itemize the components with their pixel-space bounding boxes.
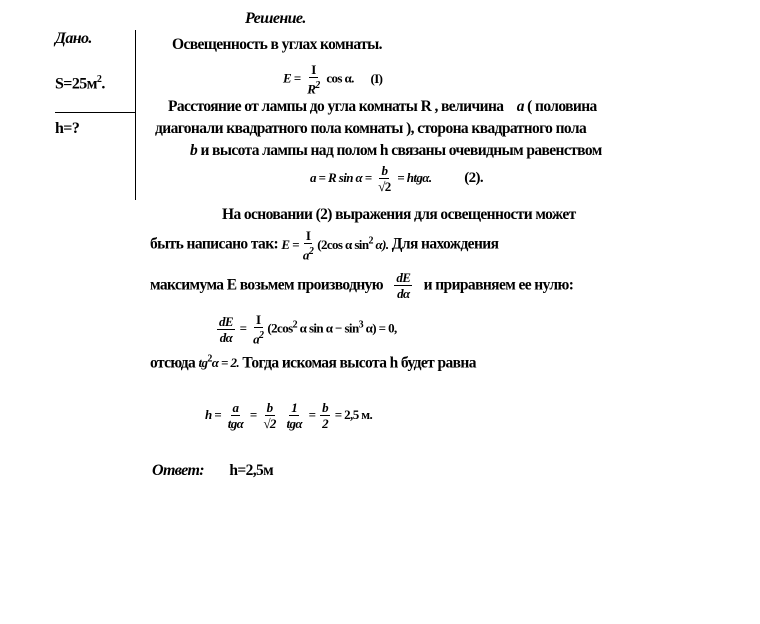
formula-5: $\frac{dE}{d\alpha}$ = $\frac{I}{a^2}$ ($2\cos^2$ α $\sin \alpha - \sin^3 \alpha) = 0$, (219, 312, 397, 347)
area-end: . (101, 75, 105, 93)
f1-rest: cos α. (326, 70, 354, 86)
line-7: максимума E возьмем производную $\frac{dE}{d\alpha}$ и приравняем ее нулю: (150, 270, 574, 301)
area-value: S=25м (55, 75, 97, 93)
f1-den: $R^2$ (307, 80, 320, 97)
answer-value: h=2,5м (229, 462, 274, 479)
f1-num: I (311, 62, 316, 77)
f1-label: (I) (370, 70, 383, 86)
given-unknown: h=? (55, 120, 80, 137)
area-exp: 2 (96, 74, 102, 85)
line-2: Расстояние от лампы до угла комнаты R , величина a ( половина (168, 98, 597, 115)
given-divider (55, 112, 135, 113)
line-5: На основании (2) выражения для освещенности может (222, 206, 576, 223)
answer-label: Ответ: (152, 462, 205, 479)
line-8: отсюда $tg^2\alpha = 2$. Тогда искомая высота h будет равна (150, 354, 476, 372)
given-area (55, 74, 105, 93)
formula-2: a = R sin α = $\frac{b}{√2}$ = htgα. (2). (310, 163, 484, 194)
formula-7: h = $\frac{a}{\text{tgα}}$ = $\frac{b}{√2}$ $\frac{1}{\text{tgα}}$ = $\frac{b}{2}$ = 2,5 м. (205, 400, 373, 431)
line-6: быть написано так: E = $\frac{I}{a^2}$ (2cos α $\sin^2 \alpha$). Для нахождения (150, 228, 499, 263)
line-1: Освещенность в углах комнаты. (172, 36, 382, 53)
solution-title: Решение. (245, 10, 306, 27)
line-4: b и высота лампы над полом h связаны очевидным равенством (190, 142, 602, 159)
f1-fraction (305, 62, 321, 97)
given-separator (135, 30, 136, 200)
formula-1 (283, 62, 382, 97)
line-3: диагонали квадратного пола комнаты ), сторона квадратного пола (155, 120, 587, 137)
given-title: Дано. (55, 30, 92, 47)
answer (152, 462, 273, 480)
f1-lhs: E = (283, 70, 301, 86)
